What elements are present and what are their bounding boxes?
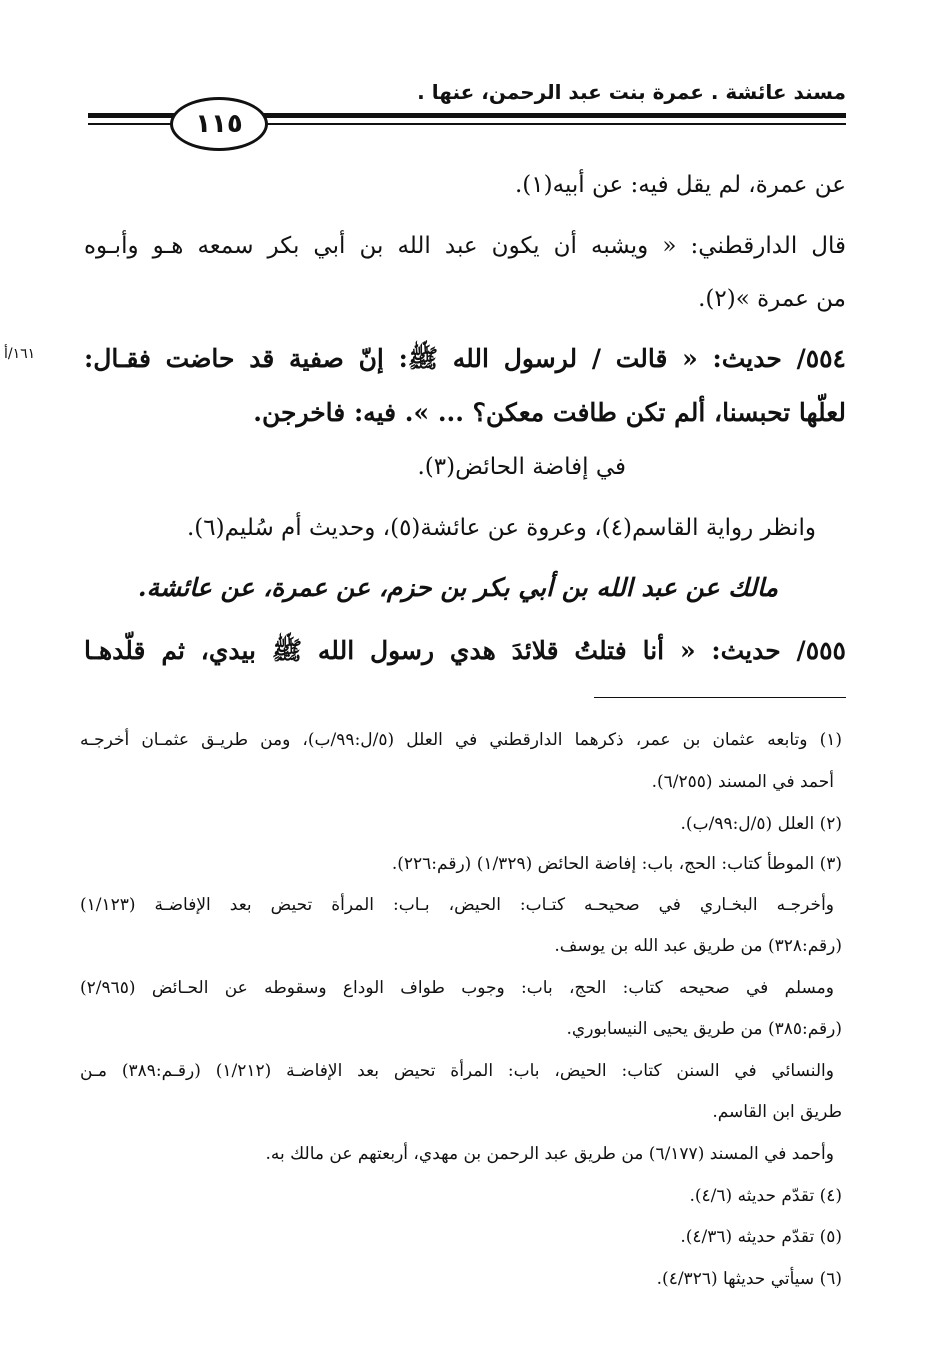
text-line-chapter: في إفاضة الحائض(٣).	[417, 454, 626, 480]
hadith-554-line-2: لعلّها تحبسنا، ألم تكن طافت معكن؟ ... ». فيه: فاخرجن.	[253, 398, 846, 427]
text-line-2: قال الدارقطني: « ويشبه أن يكون عبد الله بن أبي بكر سمعه هـو وأبـوه	[84, 233, 846, 259]
footnote-1-line-1: (١) وتابعه عثمان بن عمر، ذكرهما الدارقطني في العلل (٥/ل:٩٩/ب)، ومن طريـق عثمـان أخرجـه	[80, 730, 842, 750]
footnote-3-line-2: وأخرجـه البخـاري في صحيحـه كتـاب: الحيض، بـاب: المرأة تحيض بعد الإفاضـة (١/١٢٣)	[80, 895, 834, 915]
footnote-3-line-8: وأحمد في المسند (٦/١٧٧) من طريق عبد الرحمن بن مهدي، أربعتهم عن مالك به.	[265, 1144, 834, 1164]
footnote-5: (٥) تقدّم حديثه (٤/٣٦).	[680, 1227, 842, 1247]
hadith-554-line-1: ٥٥٤/ حديث: « قالت / لرسول الله ﷺ: إنّ صفية قد حاضت فقـال:	[84, 344, 846, 373]
text-line-see-also: وانظر رواية القاسم(٤)، وعروة عن عائشة(٥)، وحديث أم سُليم(٦).	[186, 515, 816, 541]
isnad-heading: مالك عن عبد الله بن أبي بكر بن حزم، عن عمرة، عن عائشة.	[137, 573, 778, 602]
footnote-4: (٤) تقدّم حديثه (٤/٦).	[689, 1186, 842, 1206]
margin-folio-note: ١٦١/أ	[4, 346, 36, 362]
page-number: ١١٥	[170, 97, 268, 151]
footnote-3-line-1: (٣) الموطأ كتاب: الحج، باب: إفاضة الحائض (١/٣٢٩) (رقم:٢٢٦).	[391, 854, 842, 874]
footnote-6: (٦) سيأتي حديثها (٤/٣٢٦).	[656, 1269, 842, 1289]
running-header: مسند عائشة . عمرة بنت عبد الرحمن، عنها .	[417, 80, 846, 104]
text-line-3: من عمرة »(٢).	[698, 286, 846, 312]
footnote-3-line-7: طريق ابن القاسم.	[712, 1102, 842, 1122]
footnote-3-line-3: (رقم:٣٢٨) من طريق عبد الله بن يوسف.	[554, 936, 842, 956]
footnote-3-line-6: والنسائي في السنن كتاب: الحيض، باب: المرأة تحيض بعد الإفاضـة (١/٢١٢) (رقـم:٣٨٩) مـن	[80, 1061, 834, 1081]
hadith-555-line-1: ٥٥٥/ حديث: « أنا فتلتُ قلائدَ هدي رسول الله ﷺ بيدي، ثم قلّدهـا	[84, 636, 846, 665]
text-line-1: عن عمرة، لم يقل فيه: عن أبيه(١).	[515, 172, 846, 198]
footnote-3-line-4: ومسلم في صحيحه كتاب: الحج، باب: وجوب طواف الوداع وسقوطه عن الحـائض (٢/٩٦٥)	[80, 978, 834, 998]
footnote-2: (٢) العلل (٥/ل:٩٩/ب).	[680, 814, 842, 834]
footnote-separator	[594, 697, 846, 698]
footnote-1-line-2: أحمد في المسند (٦/٢٥٥).	[651, 772, 834, 792]
footnote-3-line-5: (رقم:٣٨٥) من طريق يحيى النيسابوري.	[566, 1019, 842, 1039]
